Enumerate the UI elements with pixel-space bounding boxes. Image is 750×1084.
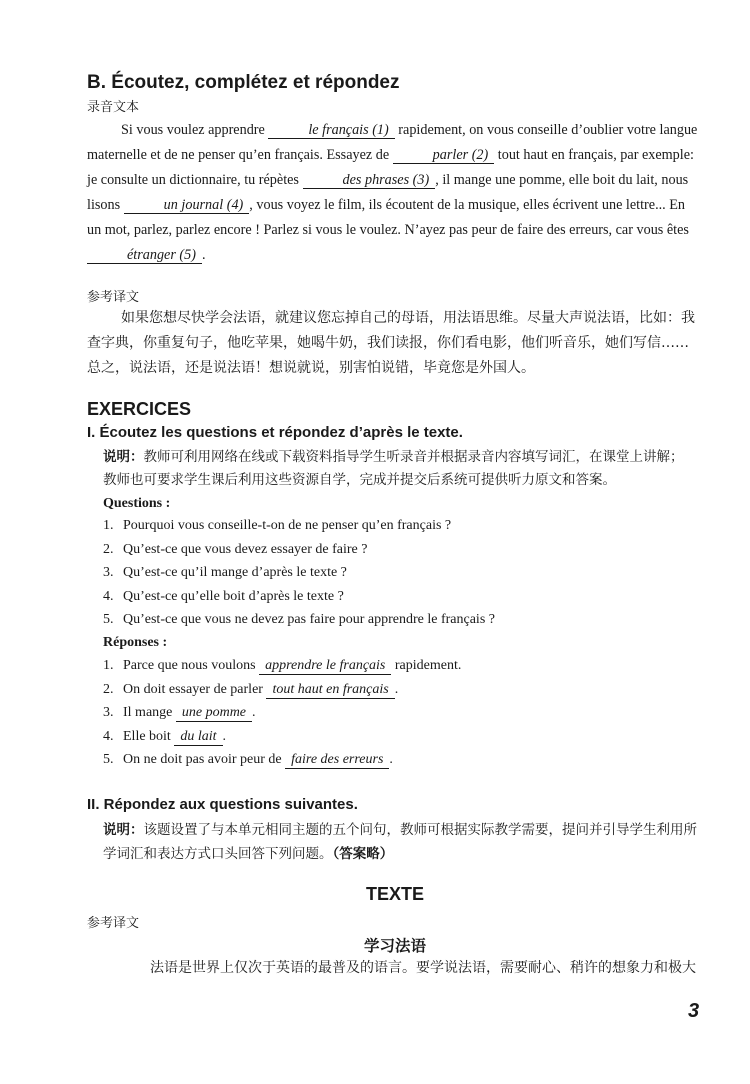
fill-blank: étranger (5) (87, 247, 202, 264)
exercices-heading: EXERCICES (87, 399, 192, 419)
transcript-text: , il mange une pomme, elle boit du lait, nous lisons (87, 172, 689, 213)
exercise-2-title: II. Répondez aux questions suivantes. (87, 796, 358, 813)
answer-item (103, 725, 693, 749)
page-number: 3 (688, 1000, 700, 1022)
answer-blank: du lait (174, 729, 222, 746)
question-item (103, 585, 693, 609)
transcript-label: 录音文本 (87, 100, 140, 115)
question-number: 4. (103, 588, 114, 604)
answer-blank: tout haut en français (266, 682, 394, 699)
question-item (103, 561, 693, 585)
answer-text: . (394, 681, 399, 697)
answer-blank: apprendre le français (259, 658, 391, 675)
texte-first-line: 法语是世界上仅次于英语的最普及的语言。要学说法语，需要耐心、稍许的想象力和极大 (150, 960, 696, 976)
question-text: Qu’est-ce que vous ne devez pas faire pour apprendre le français ? (123, 612, 495, 627)
answer-blank: faire des erreurs (285, 752, 389, 769)
note-text: 该题设置了与本单元相同主题的五个问句，教师可根据实际教学需要，提问并引导学生利用所学词汇和表达方式口头回答下列问题。 (103, 822, 697, 862)
answer-text: . (252, 705, 256, 720)
note-text: 教师可利用网络在线或下载资料指导学生听录音并根据录音内容填写词汇，在课堂上讲解；教师也可要求学生课后利用这些资源自学，完成并提交后系统可提供听力原文和答案。 (103, 449, 684, 488)
answer-number: 3. (103, 705, 114, 720)
question-number: 3. (103, 565, 114, 580)
fill-blank: parler (2) (393, 147, 495, 164)
answer-blank: une pomme (176, 705, 252, 722)
answer-number: 1. (103, 658, 114, 673)
note-label: 说明： (103, 822, 144, 838)
fill-blank: le français (1) (268, 122, 394, 139)
fill-blank: des phrases (3) (303, 172, 436, 189)
answer-text: On doit essayer de parler (123, 681, 267, 697)
answers-list (103, 654, 693, 772)
section-b-title: B. Écoutez, complétez et répondez (87, 72, 400, 93)
answer-text: Elle boit (123, 728, 175, 744)
translation-paragraph: 如果您想尽快学会法语，就建议您忘掉自己的母语，用法语思维。尽量大声说法语，比如：我查字典，你重复句子，他吃苹果，她喝牛奶，我们读报，你们看电影，他们听音乐，她们写信……总之，说法语，还是说法语！想说就说，别害怕说错，毕竟您是外国人。 (87, 310, 695, 376)
question-item (103, 608, 693, 632)
note-tail: （答案略） (332, 846, 394, 862)
question-item (103, 538, 693, 562)
answers-label: Réponses : (103, 635, 168, 650)
transcript-text: , vous voyez le film, ils écoutent de la musique, elles écrivent une lettre... En un mot, parlez, parlez encore ! Parlez si vous le voulez. N’ayez pas peur de faire des erreurs, car vous êtes (87, 197, 689, 238)
question-number: 1. (103, 518, 114, 533)
transcript-text: rapidement, on vous conseille d’oublier votre langue maternelle et de ne penser qu’en français. Essayez de (87, 122, 698, 163)
transcript-paragraph (87, 118, 701, 268)
note-label: 说明： (103, 449, 144, 465)
answer-text: On ne doit pas avoir peur de (123, 752, 286, 767)
answer-text: . (222, 728, 226, 744)
answer-text: Il mange (123, 705, 176, 720)
question-text: Qu’est-ce qu’elle boit d’après le texte ? (123, 588, 344, 604)
question-number: 2. (103, 541, 114, 557)
fill-blank: un journal (4) (124, 197, 250, 214)
exercise-2-note (103, 818, 698, 866)
question-number: 5. (103, 612, 114, 627)
texte-translation-label: 参考译文 (87, 916, 140, 931)
answer-item (103, 678, 693, 702)
answer-item (103, 654, 693, 678)
texte-subtitle: 学习法语 (363, 937, 426, 955)
transcript-text: Si vous voulez apprendre (121, 122, 269, 138)
question-text: Qu’est-ce qu’il mange d’après le texte ? (123, 565, 347, 580)
answer-text: rapidement. (391, 658, 462, 673)
exercise-1-title: I. Écoutez les questions et répondez d’après le texte. (87, 424, 463, 441)
answer-item (103, 701, 693, 725)
transcript-text: . (201, 247, 206, 263)
answer-text: Parce que nous voulons (123, 658, 260, 673)
questions-label: Questions : (103, 496, 171, 511)
question-text: Qu’est-ce que vous devez essayer de faire ? (123, 541, 368, 557)
transcript-text: tout haut en français, par exemple: je consulte un dictionnaire, tu répètes (87, 147, 694, 188)
questions-list (103, 514, 693, 632)
exercise-1-note (103, 446, 693, 492)
answer-number: 4. (103, 728, 114, 744)
answer-text: . (389, 752, 393, 767)
answer-number: 5. (103, 752, 114, 767)
question-text: Pourquoi vous conseille-t-on de ne penser qu’en français ? (123, 518, 452, 533)
translation-label: 参考译文 (87, 290, 140, 305)
question-item (103, 514, 693, 538)
answer-number: 2. (103, 681, 114, 697)
answer-item (103, 748, 693, 772)
texte-heading: TEXTE (365, 884, 424, 904)
